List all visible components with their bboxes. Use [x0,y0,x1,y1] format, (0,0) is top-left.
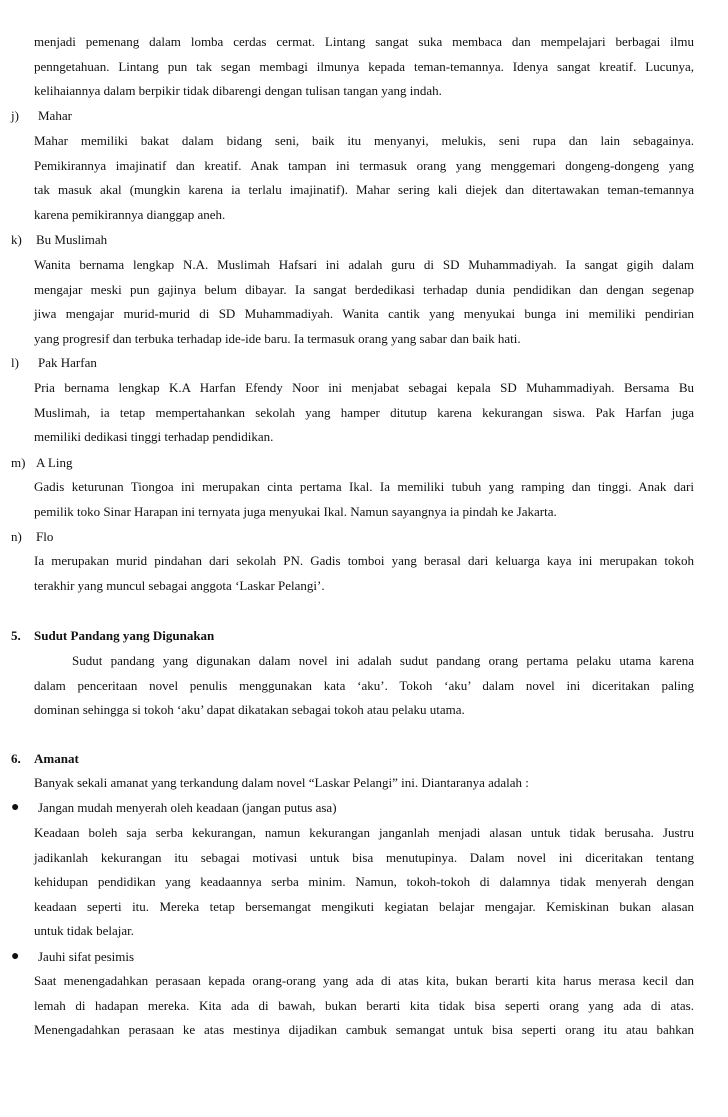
bullet-icon: ● [11,800,20,815]
character-name: Mahar [38,108,72,123]
list-marker: j) [11,108,19,123]
text-line: Pria bernama lengkap K.A Harfan Efendy Noor ini menjabat sebagai kepala SD Muhammadiyah. Bersama Bu [34,380,694,395]
text-line: yang progresif dan terbuka terhadap ide-ide baru. Ia termasuk orang yang sabar dan baik hati. [34,330,521,346]
text-line: terakhir yang muncul sebagai anggota ‘Laskar Pelangi’. [34,577,325,593]
section-paragraph [34,649,694,723]
character-name: Pak Harfan [38,355,97,370]
text-line: kehidupan pendidikan yang keadaannya serba minim. Namun, tokoh-tokoh di dalamnya tidak menyerah dengan [34,874,694,890]
character-name: Bu Muslimah [36,232,108,247]
text-line: Gadis keturunan Tiongoa ini merupakan cinta pertama Ikal. Ia memiliki tubuh yang ramping dan tinggi. Anak dari [34,479,694,494]
character-description [34,549,694,598]
text-line: lemah di hadapan mereka. Kita ada di bawah, bukan berarti kita tidak bisa seperti orang yang ada di atas. [34,997,694,1013]
text-line: memiliki dedikasi tinggi terhadap pendidikan. [34,429,274,445]
character-description [34,475,694,524]
list-marker: l) [11,355,19,370]
text-line: karena pemikirannya dianggap aneh. [34,206,226,222]
point-title: Jauhi sifat pesimis [38,949,135,964]
character-name: Flo [36,529,54,544]
list-marker: m) [11,455,26,470]
section-heading: Amanat [34,751,79,766]
text-line: kelihaiannya dalam berpikir tidak dibarengi dengan tulisan tangan yang indah. [34,83,442,99]
text-line: untuk tidak belajar. [34,923,135,939]
text-line: penngetahuan. Lintang pun tak segan membagi ilmunya kepada teman-temannya. Idenya sangat kreatif. Lucunya, [34,58,694,74]
text-line: jiwa mengajar murid-murid di SD Muhammadiyah. Wanita cantik yang menyukai bunga ini memiliki pendirian [34,306,694,322]
list-marker: k) [11,232,22,247]
text-line: Keadaan boleh saja serba kekurangan, namun kekurangan janganlah menjadi alasan untuk tidak berusaha. Justru [34,825,694,840]
text-line: Wanita bernama lengkap N.A. Muslimah Hafsari ini adalah guru di SD Muhammadiyah. Ia sangat gigih dalam [34,257,694,272]
text-line: Sudut pandang yang digunakan dalam novel ini adalah sudut pandang orang pertama pelaku utama karena [72,653,694,668]
character-description [34,129,694,227]
character-description [34,376,694,450]
text-line: Banyak sekali amanat yang terkandung dalam novel “Laskar Pelangi” ini. Diantaranya adalah : [34,775,529,790]
section-intro [34,771,694,796]
section-number: 6. [11,751,21,766]
text-line: Pemikirannya imajinatif dan kreatif. Anak tampan ini termasuk orang yang menggemari dongeng-dongeng yang [34,157,694,173]
list-marker: n) [11,529,22,544]
text-line: tak masuk akal (mungkin karena ia terlalu imajinatif). Mahar sering kali diejek dan ditertawakan teman-temannya [34,182,694,198]
text-line: keadaan seperti itu. Mereka tetap bersemangat mengikuti kegiatan belajar mengajar. Kemiskinan bukan alasan [34,898,694,914]
text-line: dominan sehingga si tokoh ‘aku’ dapat dikatakan sebagai tokoh atau pelaku utama. [34,702,465,718]
text-line: Saat menengadahkan perasaan kepada orang-orang yang ada di atas kita, bukan berarti kita harus merasa kecil dan [34,973,694,988]
character-description [34,253,694,351]
bullet-icon: ● [11,949,20,964]
text-line: Menengadahkan perasaan ke atas mestinya dijadikan cambuk semangat untuk bisa seperti orang itu atau bahkan [34,1022,694,1038]
point-title: Jangan mudah menyerah oleh keadaan (jangan putus asa) [38,800,337,815]
text-line: mengajar meski pun gajinya belum dibayar. Ia sangat berdedikasi terhadap dunia pendidikan dan dengan segenap [34,281,694,297]
point-paragraph [34,969,694,1043]
section-heading: Sudut Pandang yang Digunakan [34,628,215,643]
text-line: Mahar memiliki bakat dalam bidang seni, baik itu menyanyi, melukis, seni rupa dan lain sebagainya. [34,133,694,148]
text-line: Ia merupakan murid pindahan dari sekolah PN. Gadis tomboi yang berasal dari keluarga kaya ini merupakan tokoh [34,553,694,568]
point-paragraph [34,821,694,944]
text-line: pemilik toko Sinar Harapan ini ternyata juga menyukai Ikal. Namun sayangnya ia pindah ke Jakarta. [34,503,557,519]
character-name: A Ling [36,455,73,470]
section-number: 5. [11,628,21,643]
text-line: Muslimah, ia tetap mempertahankan sekolah yang hamper ditutup karena kekurangan siswa. Pak Harfan juga [34,404,694,420]
text-line: menjadi pemenang dalam lomba cerdas cermat. Lintang sangat suka membaca dan mempelajari berbagai ilmu [34,34,694,49]
text-line: dalam penceritaan novel penulis menggunakan kata ‘aku’. Tokoh ‘aku’ dalam novel ini diceritakan paling [34,677,694,693]
intro-paragraph [34,30,694,104]
text-line: jadikanlah kekurangan itu sebagai motivasi untuk bisa menutupinya. Dalam novel ini diceritakan tentang [34,849,694,865]
